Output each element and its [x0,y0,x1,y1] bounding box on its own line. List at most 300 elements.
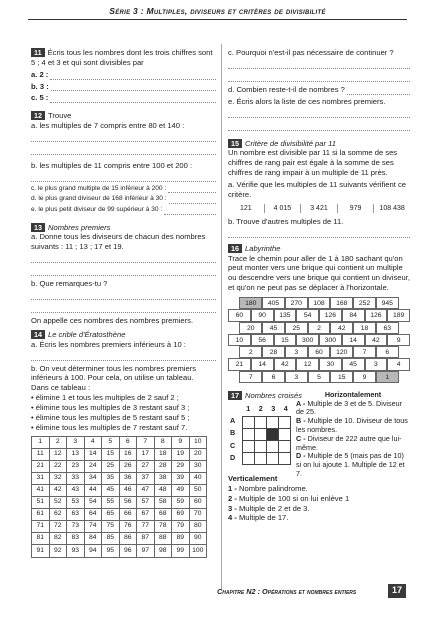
col-label: 4 [283,403,288,413]
definition-text: On appelle ces nombres des nombres premiers. [31,316,194,325]
grid-cell[interactable]: 99 [172,545,190,557]
vertical-title: Verticalement [228,473,278,483]
clue [228,513,410,523]
col-label: 3 [271,403,276,413]
grid-cell[interactable]: 74 [84,521,102,533]
grid-cell[interactable]: 96 [119,545,137,557]
grid-cell[interactable]: 63 [67,509,85,521]
grid-cell[interactable]: 18 [154,448,172,460]
item-a: a. Écris les nombres premiers inférieurs à 10 : [31,339,186,349]
clue-text: Multiple de 17. [236,513,289,523]
clue-label: 4 - [228,513,237,523]
instruction-list [31,393,216,432]
brick[interactable]: 945 [376,297,399,309]
grid-cell[interactable]: 43 [67,484,85,496]
crossword-cell[interactable] [255,440,267,452]
brick[interactable]: 300 [319,334,342,346]
grid-cell[interactable]: 40 [189,472,207,484]
brick-row [228,358,410,370]
grid-cell[interactable]: 22 [49,460,67,472]
crossword-cell[interactable] [267,452,279,464]
grid-cell[interactable]: 85 [102,533,120,545]
grid-row [32,436,207,448]
crossword-cell[interactable] [279,416,291,428]
clue-label: A - [296,398,306,408]
brick[interactable]: 84 [342,309,365,321]
grid-cell[interactable]: 100 [189,545,207,557]
grid-cell[interactable]: 17 [137,448,155,460]
grid-cell[interactable]: 79 [172,521,190,533]
item-d: d. le plus grand diviseur de 168 inférieur à 30 : [31,195,167,203]
col-label: 1 [246,403,251,413]
brick-row [239,371,410,383]
answer-line[interactable] [169,196,216,204]
grid-cell[interactable]: 64 [84,509,102,521]
brick[interactable]: 135 [274,309,297,321]
grid-cell[interactable]: 27 [137,460,155,472]
clue-text: Multiple de 2 et de 3. [236,503,310,513]
grid-cell[interactable]: 50 [189,484,207,496]
right-column [228,48,410,527]
brick[interactable]: 300 [296,334,319,346]
brick[interactable]: 405 [262,297,285,309]
answer-line[interactable] [347,87,410,95]
answer-line[interactable] [168,185,216,193]
item-a: a. Vérifie que les multiples de 11 suivants vérifient ce critère. [228,180,406,199]
grid-cell[interactable]: 76 [119,521,137,533]
brick[interactable]: 9 [387,334,410,346]
grid-cell[interactable]: 90 [189,533,207,545]
answer-line[interactable] [31,303,216,313]
grid-cell[interactable]: 78 [154,521,172,533]
exercise-number: 12 [31,111,45,120]
item-b: b. 3 : [31,81,49,91]
grid-cell[interactable]: 34 [84,472,102,484]
brick-row [239,297,410,309]
clue-text: Diviseur de 222 autre que lui-même. [296,433,402,452]
grid-cell[interactable]: 4 [84,436,102,448]
clue [228,504,410,514]
grid-cell[interactable]: 29 [172,460,190,472]
brick[interactable]: 45 [262,322,285,334]
brick[interactable]: 9 [353,371,376,383]
brick[interactable]: 42 [365,334,388,346]
crossword-cell[interactable] [279,440,291,452]
row-label: A [230,415,236,425]
grid-cell[interactable]: 10 [189,436,207,448]
exercise-11 [31,48,216,103]
brick[interactable]: 3 [285,346,308,358]
exercise-title: Trouve [48,111,72,121]
exercise-text: Un nombre est divisible par 11 si la somme de ses chiffres de rang pair est égale à la somme de ses chiffres de rang impair à un multiple de 11 près. [228,148,398,178]
grid-cell[interactable]: 15 [102,448,120,460]
brick[interactable]: 7 [353,346,376,358]
brick[interactable]: 3 [365,358,388,370]
brick[interactable]: 126 [365,309,388,321]
multiples-list [228,204,410,213]
grid-cell[interactable]: 93 [67,545,85,557]
answer-line[interactable] [31,172,216,182]
brick[interactable]: 108 [308,297,331,309]
exercise-number: 16 [228,244,242,253]
clue [228,494,410,504]
left-column [31,48,216,562]
grid-cell[interactable]: 56 [119,497,137,509]
grid-cell[interactable]: 11 [32,448,50,460]
clue-label: D - [296,451,306,461]
grid-cell[interactable]: 62 [49,509,67,521]
grid-cell[interactable]: 72 [49,521,67,533]
grid-cell[interactable]: 94 [84,545,102,557]
item-b: b. les multiples de 11 compris entre 100 et 200 : [31,161,193,171]
list-item: • élimine tous les multiples de 5 restant sauf 5 ; [31,413,216,423]
brick[interactable]: 90 [251,309,274,321]
grid-cell[interactable]: 58 [154,497,172,509]
grid-cell[interactable]: 52 [49,497,67,509]
brick[interactable]: 5 [308,371,331,383]
clue-label: 2 - [228,493,237,503]
answer-line[interactable] [31,351,216,361]
exercise-number: 15 [228,139,242,148]
grid-cell[interactable]: 47 [137,484,155,496]
grid-row [32,472,207,484]
brick[interactable]: 14 [342,334,365,346]
item-e: e. Écris alors la liste de ces nombres premiers. [228,96,386,106]
item-a: a. Donne tous les diviseurs de chacun des nombres suivants : 11 ; 13 ; 17 et 19. [31,232,206,252]
clue-text: Multiple de 10. Diviseur de tous les nombres. [296,416,408,435]
clue [296,435,410,453]
grid-cell[interactable]: 46 [119,484,137,496]
number-value: 121 [228,204,265,213]
item-b: b. On veut déterminer tous les nombres premiers inférieurs à 100. Pour cela, on utilise un tableau. [31,363,197,383]
grid-cell[interactable]: 26 [119,460,137,472]
number-value: 108 438 [379,204,405,212]
grid-cell[interactable]: 80 [189,521,207,533]
grid-cell[interactable]: 5 [102,436,120,448]
grid-cell[interactable]: 95 [102,545,120,557]
grid-cell[interactable]: 6 [119,436,137,448]
exercise-16 [228,244,410,383]
grid-cell[interactable]: 84 [84,533,102,545]
answer-line[interactable] [164,207,216,215]
answer-line[interactable] [31,290,216,300]
column-divider [221,44,222,590]
grid-cell[interactable]: 77 [137,521,155,533]
brick[interactable]: 126 [319,309,342,321]
grid-cell[interactable]: 61 [32,509,50,521]
answer-line[interactable] [31,266,216,276]
exercise-number: 13 [31,223,45,232]
list-item: • élimine 1 et tous les multiples de 2 sauf 2 ; [31,393,216,403]
clue-text: Multiple de 100 si on lui enlève 1 [236,493,350,503]
brick[interactable]: 60 [228,309,251,321]
grid-cell[interactable]: 32 [49,472,67,484]
grid-cell[interactable]: 28 [154,460,172,472]
row-label: B [230,428,236,438]
item-c: c. le plus grand multiple de 15 inférieur à 200 : [31,184,167,192]
black-cell [267,428,279,440]
brick[interactable]: 60 [308,346,331,358]
grid-cell[interactable]: 8 [154,436,172,448]
brick-row [228,309,410,321]
row-label: C [230,440,236,450]
eratosthenes-grid [31,436,207,558]
grid-cell[interactable]: 81 [32,533,50,545]
grid-row [32,448,207,460]
number-value: 4 015 [265,204,302,213]
list-item: • élimine tous les multiples de 3 restant sauf 3 ; [31,403,216,413]
title-rule [28,19,407,20]
grid-cell[interactable]: 54 [84,497,102,509]
crossword-grid[interactable] [242,416,291,465]
clue-text: Multiple de 3 et de 5. Diviseur de 25. [296,398,403,417]
brick[interactable]: 10 [228,334,251,346]
grid-cell[interactable]: 98 [154,545,172,557]
brick[interactable]: 270 [285,297,308,309]
grid-cell[interactable]: 33 [67,472,85,484]
brick[interactable]: 28 [262,346,285,358]
grid-cell[interactable]: 42 [49,484,67,496]
grid-row [32,533,207,545]
table-intro: Dans ce tableau : [31,383,91,393]
brick[interactable]: 7 [239,371,262,383]
item-c: c. 5 : [31,93,49,103]
crossword-cell[interactable] [255,428,267,440]
answer-line[interactable] [228,108,410,118]
exercise-title: Labyrinthe [245,243,281,253]
brick[interactable]: 21 [228,358,251,370]
exercise-title: Critère de divisibilité par 11 [245,138,337,148]
brick[interactable]: 6 [376,346,399,358]
brick[interactable]: 3 [285,371,308,383]
crossword-cell[interactable] [255,452,267,464]
brick[interactable]: 42 [274,358,297,370]
answer-line[interactable] [31,132,216,142]
number-value: 979 [338,204,375,213]
grid-cell[interactable]: 35 [102,472,120,484]
col-label: 2 [258,403,263,413]
crossword-cell[interactable] [279,452,291,464]
crossword-cell[interactable] [243,428,255,440]
exercise-13 [31,223,216,326]
brick-row [228,334,410,346]
grid-cell[interactable]: 38 [154,472,172,484]
row-labels [230,416,235,466]
brick[interactable]: 15 [330,371,353,383]
grid-cell[interactable]: 97 [137,545,155,557]
exercise-number: 14 [31,330,45,339]
grid-cell[interactable]: 75 [102,521,120,533]
grid-cell[interactable]: 37 [137,472,155,484]
brick[interactable]: 168 [330,297,353,309]
grid-cell[interactable]: 55 [102,497,120,509]
grid-row [32,545,207,557]
list-item: • élimine tous les multiples de 7 restant sauf 7. [31,423,216,433]
grid-cell[interactable]: 44 [84,484,102,496]
crossword-cell[interactable] [267,416,279,428]
grid-cell[interactable]: 86 [119,533,137,545]
crossword-cell[interactable] [243,452,255,464]
grid-cell[interactable]: 16 [119,448,137,460]
grid-cell[interactable]: 88 [154,533,172,545]
grid-cell[interactable]: 49 [172,484,190,496]
grid-cell[interactable]: 39 [172,472,190,484]
grid-cell[interactable]: 41 [32,484,50,496]
brick[interactable]: 120 [330,346,353,358]
crossword-cell[interactable] [243,416,255,428]
answer-line[interactable] [50,95,216,103]
item-b: b. Trouve d'autres multiples de 11. [228,216,344,226]
item-a: a. les multiples de 7 compris entre 80 et 140 : [31,121,185,131]
grid-cell[interactable]: 91 [32,545,50,557]
grid-cell[interactable]: 70 [189,509,207,521]
brick[interactable]: 12 [296,358,319,370]
grid-cell[interactable]: 67 [137,509,155,521]
grid-cell[interactable]: 1 [32,436,50,448]
grid-cell[interactable]: 68 [154,509,172,521]
clue-label: C - [296,433,306,443]
horizontal-title: Horizontalement [324,389,382,399]
brick[interactable]: 54 [296,309,319,321]
brick[interactable]: 63 [376,322,399,334]
clue [296,400,410,418]
brick[interactable]: 42 [330,322,353,334]
horizontal-clues [296,391,410,479]
grid-cell[interactable]: 89 [172,533,190,545]
exercise-title: Le crible d'Ératosthène [48,329,126,339]
brick-row [239,322,410,334]
grid-cell[interactable]: 13 [67,448,85,460]
brick[interactable]: 14 [251,358,274,370]
grid-cell[interactable]: 12 [49,448,67,460]
brick[interactable]: 180 [239,297,262,309]
brick[interactable]: 25 [285,322,308,334]
column-labels [242,404,292,413]
grid-cell[interactable]: 14 [84,448,102,460]
answer-line[interactable] [228,72,410,82]
clue-text: Nombre palindrome. [236,483,308,493]
grid-cell[interactable]: 25 [102,460,120,472]
grid-cell[interactable]: 71 [32,521,50,533]
exercise-number: 11 [31,48,45,57]
grid-cell[interactable]: 3 [67,436,85,448]
grid-cell[interactable]: 20 [189,448,207,460]
brick[interactable]: 20 [239,322,262,334]
grid-cell[interactable]: 59 [172,497,190,509]
answer-line[interactable] [31,145,216,155]
grid-cell[interactable]: 24 [84,460,102,472]
exercise-15 [228,139,410,238]
clue-label: B - [296,416,306,426]
exercise-title: Nombres croisés [245,391,302,401]
answer-line[interactable] [228,59,410,69]
exercise-14 [31,330,216,558]
exercise-number: 17 [228,391,242,400]
grid-cell[interactable]: 45 [102,484,120,496]
answer-line[interactable] [31,253,216,263]
clue-label: 3 - [228,503,237,513]
answer-line[interactable] [50,72,216,80]
number-value: 3 421 [301,204,338,213]
grid-cell[interactable]: 82 [49,533,67,545]
grid-cell[interactable]: 92 [49,545,67,557]
labyrinth-wall [228,297,410,383]
brick[interactable]: 56 [251,334,274,346]
brick[interactable]: 1 [376,371,399,383]
grid-cell[interactable]: 21 [32,460,50,472]
exercise-17 [228,391,410,523]
exercise-title: Nombres premiers [48,222,111,232]
exercise-text: Écris tous les nombres dont les trois chiffres sont 5 ; 4 et 3 et qui sont divisibles par [31,48,213,67]
grid-cell[interactable]: 66 [119,509,137,521]
grid-cell[interactable]: 19 [172,448,190,460]
grid-cell[interactable]: 57 [137,497,155,509]
clue [296,417,410,435]
brick[interactable]: 252 [353,297,376,309]
grid-cell[interactable]: 87 [137,533,155,545]
crossword-cell[interactable] [243,440,255,452]
crossword-cell[interactable] [279,428,291,440]
grid-cell[interactable]: 7 [137,436,155,448]
grid-cell[interactable]: 31 [32,472,50,484]
item-d: d. Combien reste-t-il de nombres ? [228,84,345,94]
grid-cell[interactable]: 36 [119,472,137,484]
brick[interactable]: 4 [387,358,410,370]
answer-line[interactable] [228,121,410,131]
vertical-clues [228,474,410,523]
grid-row [32,509,207,521]
item-c: c. Pourquoi n'est-il pas nécessaire de continuer ? [228,48,394,57]
item-e: e. le plus petit diviseur de 99 supérieur à 30 : [31,206,163,213]
brick[interactable]: 2 [239,346,262,358]
grid-cell[interactable]: 23 [67,460,85,472]
grid-cell[interactable]: 48 [154,484,172,496]
brick[interactable]: 189 [387,309,410,321]
brick[interactable]: 45 [342,358,365,370]
grid-cell[interactable]: 2 [49,436,67,448]
grid-cell[interactable]: 65 [102,509,120,521]
item-a: a. 2 : [31,69,49,79]
page-title: Série 3 : Multiples, diviseurs et critères de divisibilité [109,6,326,16]
chapter-footer: Chapitre N2 : Opérations et nombres entiers [217,587,357,596]
brick[interactable]: 18 [353,322,376,334]
grid-cell[interactable]: 60 [189,497,207,509]
grid-cell[interactable]: 51 [32,497,50,509]
answer-line[interactable] [51,83,216,91]
grid-cell[interactable]: 73 [67,521,85,533]
grid-row [32,497,207,509]
grid-row [32,521,207,533]
page-number: 17 [388,584,406,598]
exercise-12 [31,111,216,214]
crossword-cell[interactable] [267,440,279,452]
answer-line[interactable] [228,228,410,238]
grid-cell[interactable]: 69 [172,509,190,521]
grid-cell[interactable]: 53 [67,497,85,509]
item-b: b. Que remarques-tu ? [31,279,108,289]
crossword-cell[interactable] [255,416,267,428]
grid-cell[interactable]: 9 [172,436,190,448]
brick[interactable]: 6 [262,371,285,383]
brick[interactable]: 30 [319,358,342,370]
grid-cell[interactable]: 83 [67,533,85,545]
brick[interactable]: 2 [308,322,331,334]
clue [296,452,410,478]
grid-cell[interactable]: 30 [189,460,207,472]
clue [228,484,410,494]
brick[interactable]: 15 [274,334,297,346]
row-label: D [230,453,236,463]
